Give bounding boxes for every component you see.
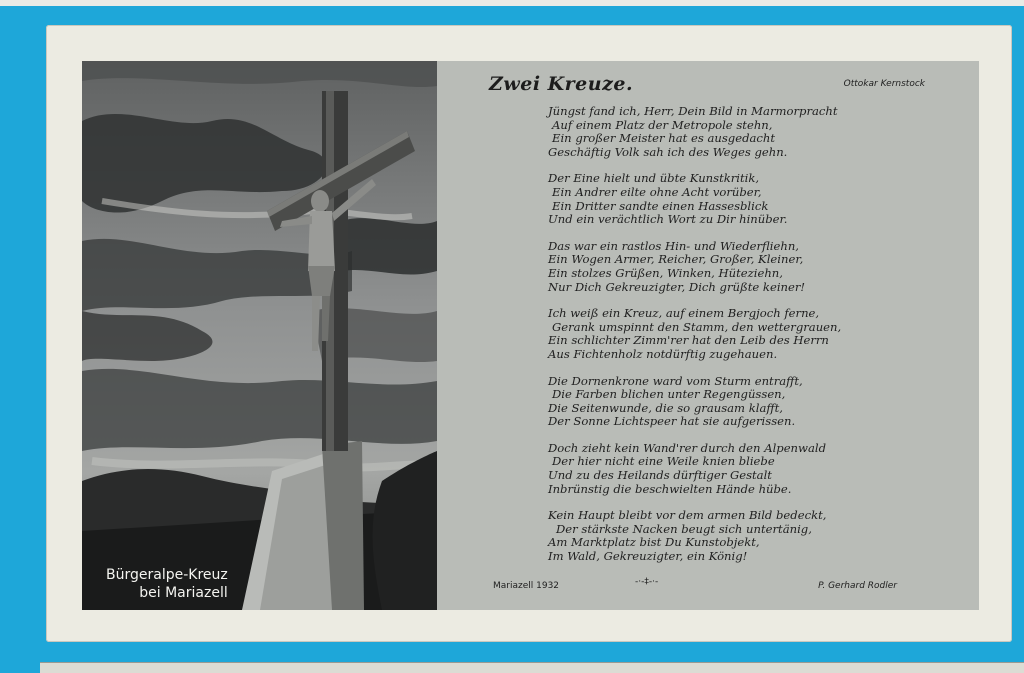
stanza [548, 509, 968, 563]
poem-line: Der hier nicht eine Weile knien bliebe [552, 454, 775, 469]
poem-line: Ein stolzes Grüßen, Winken, Hüteziehn, [548, 265, 783, 280]
photo-caption-line2: bei Mariazell [139, 585, 228, 601]
stanza [548, 105, 968, 159]
poem-title: Zwei Kreuze. [489, 73, 634, 95]
signature: P. Gerhard Rodler [818, 581, 897, 591]
poem-line: Kein Haupt bleibt vor dem armen Bild bedeckt, [548, 508, 827, 523]
poem-line: Inbrünstig die beschwielten Hände hübe. [548, 481, 792, 496]
photo-caption-line1: Bürgeralpe-Kreuz [106, 567, 228, 583]
stanza [548, 307, 968, 361]
poem-line: Ein schlichter Zimm'rer hat den Leib des Herrn [548, 333, 829, 348]
poem-line: Ein großer Meister hat es ausgedacht [552, 131, 776, 146]
photo-caption [106, 566, 228, 602]
place-date: Mariazell 1932 [493, 581, 560, 591]
postcard [46, 25, 1012, 642]
poem-line: Ein Wogen Armer, Reicher, Großer, Kleiner, [548, 252, 804, 267]
poem-line: Ein Dritter sandte einen Hassesblick [552, 198, 769, 213]
stanza [548, 172, 968, 226]
poem-line: Gerank umspinnt den Stamm, den wettergrauen, [552, 319, 842, 334]
poem-line: Der Sonne Lichtspeer hat sie aufgerissen. [548, 414, 796, 429]
poem-line: Die Dornenkrone ward vom Sturm entrafft, [548, 373, 803, 388]
poem-line: Ein Andrer eilte ohne Acht vorüber, [552, 184, 762, 199]
poem-footer [437, 577, 979, 597]
poem-line: Am Marktplatz bist Du Kunstobjekt, [548, 535, 760, 550]
poem-line: Doch zieht kein Wand'rer durch den Alpenwald [548, 440, 826, 455]
ornament-divider: -·-‡-·- [635, 577, 659, 587]
poem-line: Die Seitenwunde, die so grausam klafft, [548, 400, 783, 415]
poem-author: Ottokar Kernstock [843, 79, 925, 89]
poem-line: Und zu des Heilands dürftiger Gestalt [548, 468, 772, 483]
poem-line: Nur Dich Gekreuzigter, Dich grüßte keiner! [548, 279, 806, 294]
crucifix-photo-image [82, 61, 437, 610]
stanza [548, 375, 968, 429]
top-strip [0, 0, 1024, 6]
poem-line: Der Eine hielt und übte Kunstkritik, [548, 171, 760, 186]
poem-panel [437, 61, 979, 610]
poem-body [548, 105, 968, 577]
stanza [548, 240, 968, 294]
poem-line: Aus Fichtenholz notdürftig zugehauen. [548, 346, 778, 361]
poem-line: Jüngst fand ich, Herr, Dein Bild in Marmorpracht [548, 104, 838, 118]
poem-line: Ich weiß ein Kreuz, auf einem Bergjoch ferne, [548, 306, 820, 321]
poem-line: Im Wald, Gekreuzigter, ein König! [548, 549, 748, 564]
photo-crucifix [82, 61, 437, 610]
poem-line: Das war ein rastlos Hin- und Wiederfliehn, [548, 238, 799, 253]
poem-line: Auf einem Platz der Metropole stehn, [552, 117, 773, 132]
poem-line: Und ein verächtlich Wort zu Dir hinüber. [548, 212, 788, 227]
next-card-edge [40, 662, 1024, 673]
poem-line: Geschäftig Volk sah ich des Weges gehn. [548, 144, 788, 159]
poem-line: Der stärkste Nacken beugt sich untertänig, [556, 521, 812, 536]
stanza [548, 442, 968, 496]
poem-line: Die Farben blichen unter Regengüssen, [552, 387, 786, 402]
